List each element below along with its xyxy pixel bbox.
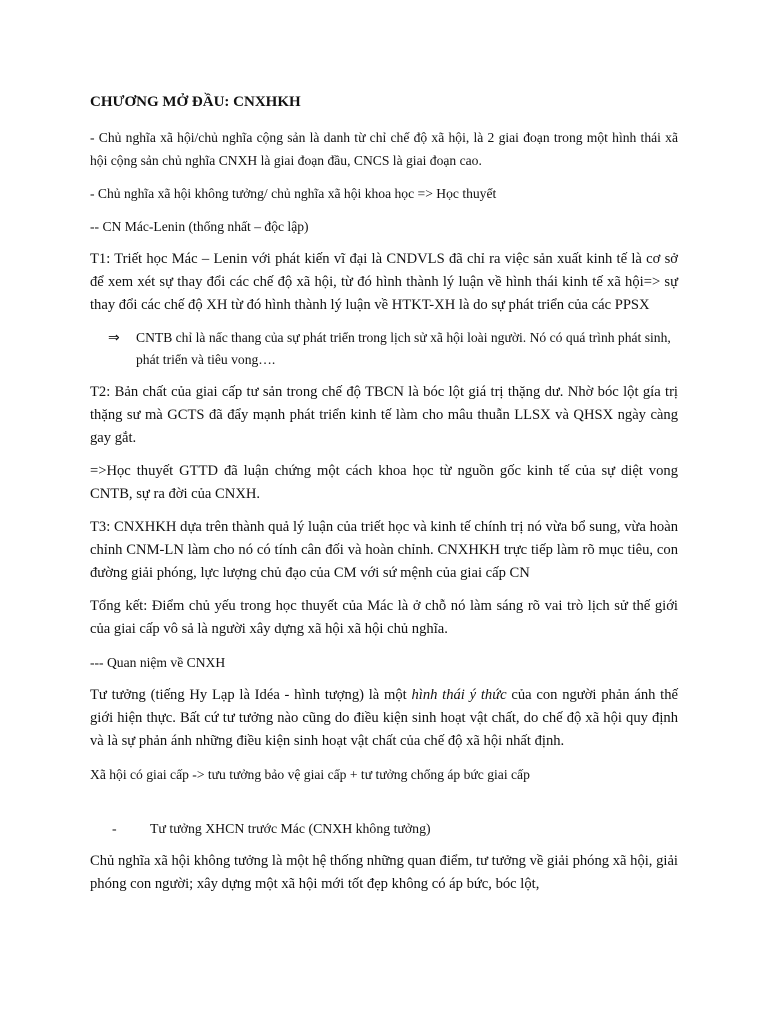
document-body	[90, 92, 678, 906]
paragraph: - Chủ nghĩa xã hội/chủ nghĩa cộng sản là danh từ chỉ chế độ xã hội, là 2 giai đoạn trong một hình thái xã hội cộng sản chủ nghĩa CNXH là giai đoạn đầu, CNCS là giai đoạn cao.	[90, 130, 678, 168]
paragraph: T1: Triết học Mác – Lenin với phát kiến vĩ đại là CNDVLS đã chỉ ra việc sản xuất kinh tế là cơ sở để xem xét sự thay đổi các chế độ xã hội, từ đó hình thành lý luận về hình thái kinh tế xã hội=> sự thay đổi các chế độ XH từ đó hình thành lý luận về HTKT-XH là do sự phát triển của các PPSX	[90, 251, 678, 313]
paragraph: - Chủ nghĩa xã hội không tưởng/ chủ nghĩa xã hội khoa học => Học thuyết	[90, 186, 497, 201]
dash-bullet: -	[112, 821, 117, 836]
paragraph: --- Quan niệm về CNXH	[90, 655, 226, 670]
dash-list-item	[112, 818, 678, 840]
paragraph: =>Học thuyết GTTD đã luận chứng một cách khoa học từ nguồn gốc kinh tế của sự diệt vong CNTB, sự ra đời của CNXH.	[90, 463, 678, 502]
paragraph-text: của con người phản ánh thế giới hiện thực. Bất cứ tư tưởng nào cũng do điều kiện sinh hoạt vật chất, do chế độ xã hội quy định và là sự phản ánh những điều kiện sinh hoạt vật chất của chế độ xã hội nhất định.	[90, 687, 678, 749]
paragraph-text: Tư tưởng (tiếng Hy Lạp là Idéa - hình tượng) là một	[90, 687, 412, 703]
paragraph: T2: Bản chất của giai cấp tư sản trong chế độ TBCN là bóc lột giá trị thặng dư. Nhờ bóc lột gía trị thặng sư mà GCTS đã đẩy mạnh phát triển kinh tế làm cho mâu thuẫn LLSX và QHSX ngày càng gay gắt.	[90, 384, 678, 446]
dash-list-text: Tư tưởng XHCN trước Mác (CNXH không tưởng)	[150, 821, 431, 836]
paragraph	[90, 684, 678, 753]
chapter-title: CHƯƠNG MỞ ĐẦU: CNXHKH	[90, 94, 301, 110]
paragraph: Tổng kết: Điểm chủ yếu trong học thuyết của Mác là ở chỗ nó làm sáng rõ vai trò lịch sử thế giới của giai cấp vô sả là người xây dựng xã hội xã hội chủ nghĩa.	[90, 598, 678, 637]
emphasized-text: hình thái ý thức	[411, 687, 507, 703]
arrow-list-text: CNTB chỉ là nấc thang của sự phát triển trong lịch sử xã hội loài người. Nó có quá trình phát sinh, phát triển và tiêu vong….	[136, 330, 671, 367]
paragraph: T3: CNXHKH dựa trên thành quả lý luận của triết học và kinh tế chính trị nó vừa bổ sung, vừa hoàn chỉnh CNM-LN làm cho nó có tính cân đối và hoàn chỉnh. CNXHKH trực tiếp làm rõ mục tiêu, con đường giải phóng, lực lượng chủ đạo của CM với sứ mệnh của giai cấp CN	[90, 519, 678, 581]
paragraph: Chủ nghĩa xã hội không tưởng là một hệ thống những quan điểm, tư tưởng về giải phóng xã hội, giải phóng con người; xây dựng một xã hội mới tốt đẹp không có áp bức, bóc lột,	[90, 853, 678, 892]
arrow-list-item	[108, 327, 678, 371]
paragraph: Xã hội có giai cấp -> tưu tưởng bảo vệ giai cấp + tư tưởng chống áp bức giai cấp	[90, 767, 530, 782]
paragraph: -- CN Mác-Lenin (thống nhất – độc lập)	[90, 219, 309, 234]
double-arrow-icon: ⇒	[108, 330, 120, 346]
